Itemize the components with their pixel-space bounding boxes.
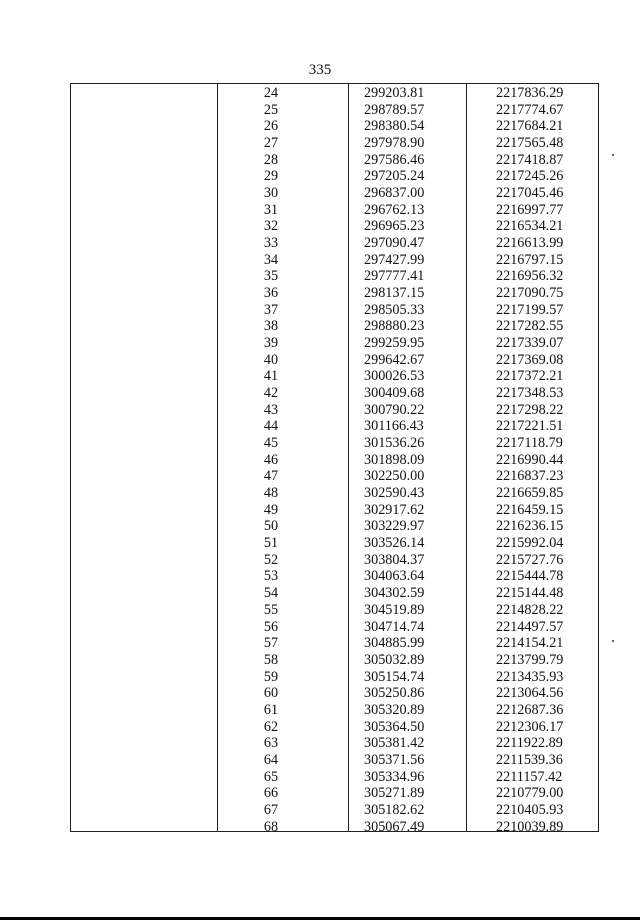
- table-row: [71, 602, 598, 619]
- y-coordinate-cell: 2217565.48: [496, 135, 564, 152]
- y-coordinate-cell: 2217245.26: [496, 168, 564, 185]
- point-number-cell: 46: [263, 451, 279, 468]
- table-row: [71, 418, 598, 435]
- table-row: [71, 168, 598, 185]
- x-coordinate-cell: 298880.23: [364, 318, 425, 335]
- x-coordinate-cell: 304714.74: [364, 618, 425, 635]
- y-coordinate-cell: 2216613.99: [496, 235, 564, 252]
- x-coordinate-cell: 299642.67: [364, 351, 425, 368]
- y-coordinate-cell: 2217118.79: [496, 435, 563, 452]
- x-coordinate-cell: 298380.54: [364, 118, 425, 135]
- table-row: [71, 468, 598, 485]
- table-row: [71, 385, 598, 402]
- x-coordinate-cell: 299259.95: [364, 335, 425, 352]
- y-coordinate-cell: 2217774.67: [496, 101, 564, 118]
- table-row: [71, 285, 598, 302]
- point-number-cell: 56: [263, 618, 279, 635]
- table-row: [71, 685, 598, 702]
- point-number-cell: 30: [263, 185, 279, 202]
- y-coordinate-cell: 2213435.93: [496, 668, 564, 685]
- table-row: [71, 769, 598, 786]
- table-row: [71, 535, 598, 552]
- y-coordinate-cell: 2217339.07: [496, 335, 564, 352]
- x-coordinate-cell: 302917.62: [364, 501, 425, 518]
- point-number-cell: 65: [263, 768, 279, 785]
- y-coordinate-cell: 2217369.08: [496, 351, 564, 368]
- x-coordinate-cell: 299203.81: [364, 85, 425, 101]
- table-row: [71, 218, 598, 235]
- table-row: [71, 152, 598, 169]
- table-row: [71, 335, 598, 352]
- point-number-cell: 48: [263, 485, 279, 502]
- point-number-cell: 64: [263, 751, 279, 768]
- x-coordinate-cell: 297586.46: [364, 151, 425, 168]
- point-number-cell: 45: [263, 435, 279, 452]
- x-coordinate-cell: 301166.43: [364, 418, 424, 435]
- point-number-cell: 24: [263, 85, 279, 101]
- table-row: [71, 135, 598, 152]
- x-coordinate-cell: 302590.43: [364, 485, 425, 502]
- y-coordinate-cell: 2213799.79: [496, 651, 564, 668]
- x-coordinate-cell: 305250.86: [364, 685, 425, 702]
- x-coordinate-cell: 300409.68: [364, 385, 425, 402]
- y-coordinate-cell: 2217199.57: [496, 301, 564, 318]
- x-coordinate-cell: 297205.24: [364, 168, 425, 185]
- x-coordinate-cell: 302250.00: [364, 468, 425, 485]
- x-coordinate-cell: 297090.47: [364, 235, 425, 252]
- y-coordinate-cell: 2214497.57: [496, 618, 564, 635]
- table-row: [71, 202, 598, 219]
- table-row: [71, 235, 598, 252]
- x-coordinate-cell: 297978.90: [364, 135, 425, 152]
- point-number-cell: 43: [263, 401, 279, 418]
- point-number-cell: 50: [263, 518, 279, 535]
- table-row: [71, 752, 598, 769]
- y-coordinate-cell: 2216659.85: [496, 485, 564, 502]
- table-row: [71, 552, 598, 569]
- y-coordinate-cell: 2217090.75: [496, 285, 564, 302]
- x-coordinate-cell: 303526.14: [364, 535, 425, 552]
- table-row: [71, 102, 598, 119]
- point-number-cell: 33: [263, 235, 279, 252]
- coordinates-table: [70, 83, 599, 835]
- table-body: [71, 85, 598, 835]
- y-coordinate-cell: 2211539.36: [496, 751, 563, 768]
- table-row: [71, 302, 598, 319]
- point-number-cell: 28: [263, 151, 279, 168]
- table-row: [71, 669, 598, 686]
- table-row: [71, 568, 598, 585]
- point-number-cell: 47: [263, 468, 279, 485]
- table-row: [71, 435, 598, 452]
- point-number-cell: 68: [263, 818, 279, 835]
- scan-speck: [612, 154, 614, 156]
- point-number-cell: 25: [263, 101, 279, 118]
- point-number-cell: 44: [263, 418, 279, 435]
- y-coordinate-cell: 2216459.15: [496, 501, 564, 518]
- point-number-cell: 58: [263, 651, 279, 668]
- point-number-cell: 34: [263, 251, 279, 268]
- point-number-cell: 36: [263, 285, 279, 302]
- x-coordinate-cell: 296837.00: [364, 185, 425, 202]
- point-number-cell: 67: [263, 801, 279, 818]
- y-coordinate-cell: 2211157.42: [496, 768, 563, 785]
- table-row: [71, 585, 598, 602]
- x-coordinate-cell: 296762.13: [364, 201, 425, 218]
- point-number-cell: 40: [263, 351, 279, 368]
- table-row: [71, 502, 598, 519]
- y-coordinate-cell: 2217298.22: [496, 401, 564, 418]
- point-number-cell: 42: [263, 385, 279, 402]
- table-row: [71, 118, 598, 135]
- point-number-cell: 26: [263, 118, 279, 135]
- table-row: [71, 702, 598, 719]
- y-coordinate-cell: 2216534.21: [496, 218, 564, 235]
- x-coordinate-cell: 297427.99: [364, 251, 425, 268]
- point-number-cell: 27: [263, 135, 279, 152]
- table-row: [71, 485, 598, 502]
- x-coordinate-cell: 305182.62: [364, 801, 425, 818]
- y-coordinate-cell: 2216997.77: [496, 201, 564, 218]
- point-number-cell: 61: [263, 701, 279, 718]
- table-row: [71, 652, 598, 669]
- point-number-cell: 53: [263, 568, 279, 585]
- point-number-cell: 54: [263, 585, 279, 602]
- x-coordinate-cell: 303804.37: [364, 551, 425, 568]
- y-coordinate-cell: 2213064.56: [496, 685, 564, 702]
- y-coordinate-cell: 2217372.21: [496, 368, 564, 385]
- point-number-cell: 60: [263, 685, 279, 702]
- table-row: [71, 819, 598, 836]
- x-coordinate-cell: 297777.41: [364, 268, 425, 285]
- x-coordinate-cell: 305320.89: [364, 701, 425, 718]
- table-row: [71, 735, 598, 752]
- table-row: [71, 185, 598, 202]
- y-coordinate-cell: 2210779.00: [496, 785, 564, 802]
- x-coordinate-cell: 305271.89: [364, 785, 425, 802]
- point-number-cell: 49: [263, 501, 279, 518]
- y-coordinate-cell: 2216236.15: [496, 518, 564, 535]
- y-coordinate-cell: 2210405.93: [496, 801, 564, 818]
- table-row: [71, 318, 598, 335]
- y-coordinate-cell: 2216990.44: [496, 451, 564, 468]
- table-row: [71, 368, 598, 385]
- y-coordinate-cell: 2214154.21: [496, 635, 564, 652]
- x-coordinate-cell: 304885.99: [364, 635, 425, 652]
- y-coordinate-cell: 2217836.29: [496, 85, 564, 101]
- y-coordinate-cell: 2215444.78: [496, 568, 564, 585]
- table-row: [71, 635, 598, 652]
- x-coordinate-cell: 305067.49: [364, 818, 425, 835]
- y-coordinate-cell: 2215727.76: [496, 551, 564, 568]
- y-coordinate-cell: 2215992.04: [496, 535, 564, 552]
- scan-speck: [612, 640, 614, 642]
- point-number-cell: 37: [263, 301, 279, 318]
- point-number-cell: 35: [263, 268, 279, 285]
- y-coordinate-cell: 2216797.15: [496, 251, 564, 268]
- point-number-cell: 29: [263, 168, 279, 185]
- y-coordinate-cell: 2210039.89: [496, 818, 564, 835]
- x-coordinate-cell: 305032.89: [364, 651, 425, 668]
- x-coordinate-cell: 300026.53: [364, 368, 425, 385]
- y-coordinate-cell: 2216837.23: [496, 468, 564, 485]
- table-row: [71, 452, 598, 469]
- table-row: [71, 619, 598, 636]
- point-number-cell: 38: [263, 318, 279, 335]
- x-coordinate-cell: 301536.26: [364, 435, 425, 452]
- table-row: [71, 352, 598, 369]
- table-row: [71, 85, 598, 102]
- point-number-cell: 39: [263, 335, 279, 352]
- x-coordinate-cell: 298137.15: [364, 285, 425, 302]
- y-coordinate-cell: 2214828.22: [496, 601, 564, 618]
- point-number-cell: 59: [263, 668, 279, 685]
- x-coordinate-cell: 303229.97: [364, 518, 425, 535]
- table-row: [71, 252, 598, 269]
- x-coordinate-cell: 305381.42: [364, 735, 425, 752]
- y-coordinate-cell: 2217045.46: [496, 185, 564, 202]
- point-number-cell: 32: [263, 218, 279, 235]
- y-coordinate-cell: 2217282.55: [496, 318, 564, 335]
- x-coordinate-cell: 304519.89: [364, 601, 425, 618]
- page-number: 335: [308, 62, 332, 78]
- y-coordinate-cell: 2215144.48: [496, 585, 564, 602]
- point-number-cell: 51: [263, 535, 279, 552]
- y-coordinate-cell: 2217418.87: [496, 151, 564, 168]
- point-number-cell: 57: [263, 635, 279, 652]
- y-coordinate-cell: 2211922.89: [496, 735, 563, 752]
- table-row: [71, 518, 598, 535]
- point-number-cell: 55: [263, 601, 279, 618]
- point-number-cell: 63: [263, 735, 279, 752]
- x-coordinate-cell: 304063.64: [364, 568, 425, 585]
- y-coordinate-cell: 2217221.51: [496, 418, 564, 435]
- point-number-cell: 66: [263, 785, 279, 802]
- x-coordinate-cell: 298789.57: [364, 101, 425, 118]
- y-coordinate-cell: 2216956.32: [496, 268, 564, 285]
- x-coordinate-cell: 305154.74: [364, 668, 425, 685]
- point-number-cell: 41: [263, 368, 279, 385]
- x-coordinate-cell: 304302.59: [364, 585, 425, 602]
- table-row: [71, 268, 598, 285]
- point-number-cell: 31: [263, 201, 279, 218]
- table-row: [71, 402, 598, 419]
- table-row: [71, 785, 598, 802]
- x-coordinate-cell: 298505.33: [364, 301, 425, 318]
- y-coordinate-cell: 2212687.36: [496, 701, 564, 718]
- x-coordinate-cell: 296965.23: [364, 218, 425, 235]
- x-coordinate-cell: 305364.50: [364, 718, 425, 735]
- x-coordinate-cell: 305334.96: [364, 768, 425, 785]
- point-number-cell: 62: [263, 718, 279, 735]
- point-number-cell: 52: [263, 551, 279, 568]
- table-row: [71, 802, 598, 819]
- table-row: [71, 719, 598, 736]
- y-coordinate-cell: 2212306.17: [496, 718, 564, 735]
- y-coordinate-cell: 2217348.53: [496, 385, 564, 402]
- x-coordinate-cell: 300790.22: [364, 401, 425, 418]
- x-coordinate-cell: 305371.56: [364, 751, 425, 768]
- y-coordinate-cell: 2217684.21: [496, 118, 564, 135]
- x-coordinate-cell: 301898.09: [364, 451, 425, 468]
